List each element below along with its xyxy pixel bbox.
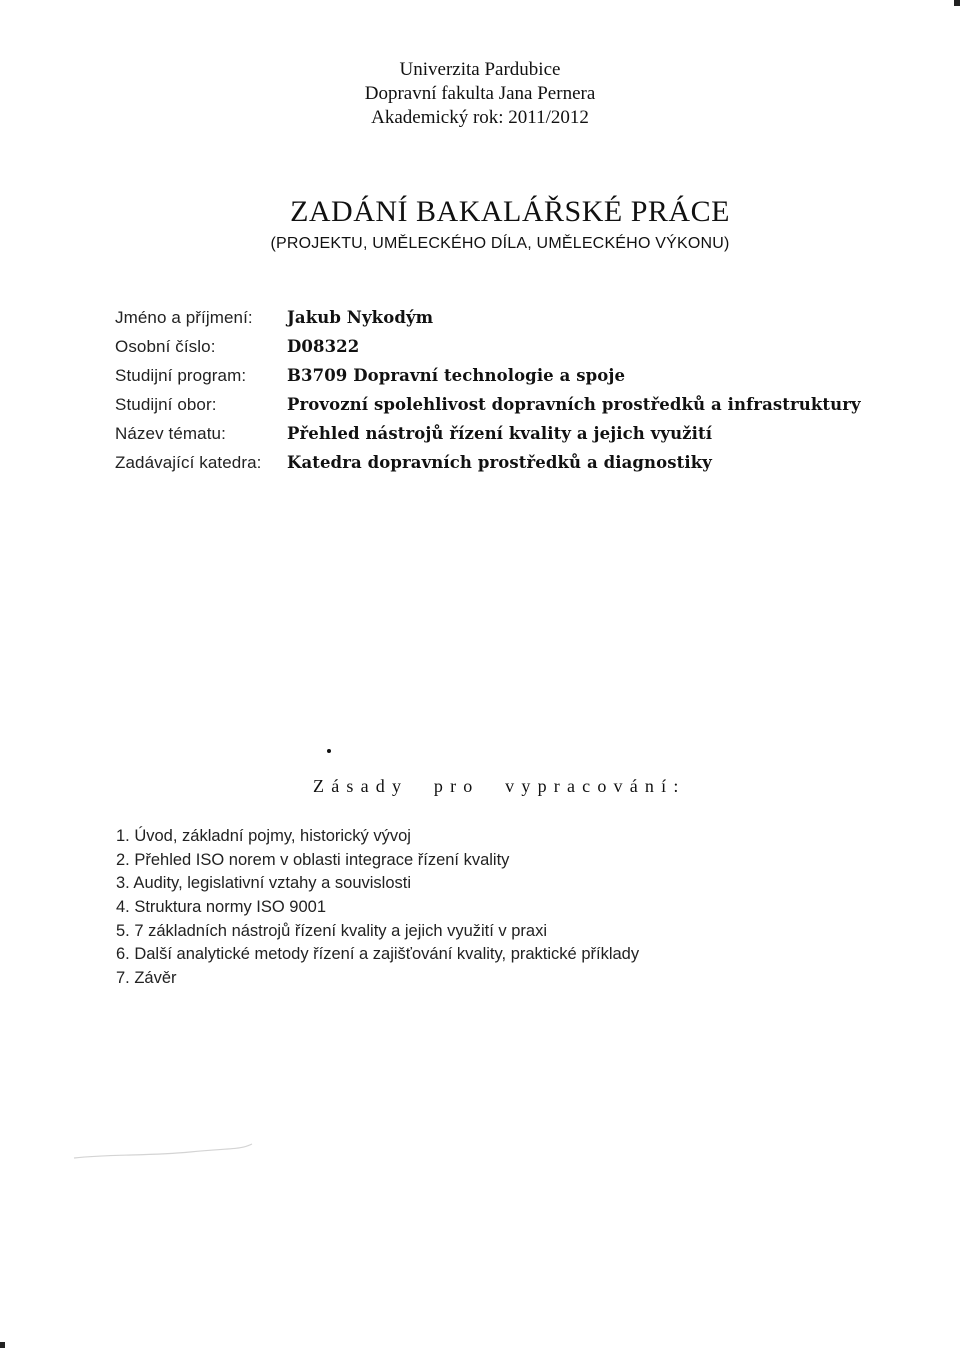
document-header: [0, 58, 960, 130]
list-item: 1. Úvod, základní pojmy, historický vývoj: [116, 827, 411, 845]
info-label: Zadávající katedra:: [115, 453, 262, 472]
student-info-table: [115, 308, 915, 482]
principles-heading: Zásady pro vypracování:: [313, 776, 686, 796]
list-item: 6. Další analytické metody řízení a zajišťování kvality, praktické příklady: [116, 945, 640, 964]
info-label: Jméno a příjmení:: [115, 308, 253, 327]
scan-dot: [327, 749, 331, 753]
university-name: Univerzita Pardubice: [399, 59, 561, 80]
scan-corner-mark: [954, 0, 960, 6]
list-item: 3. Audity, legislativní vztahy a souvislosti: [116, 874, 412, 893]
info-row-personal-number: [115, 337, 915, 366]
faint-pencil-mark: [70, 1140, 260, 1170]
faculty-name: Dopravní fakulta Jana Pernera: [364, 83, 596, 104]
info-value: B3709 Dopravní technologie a spoje: [287, 366, 626, 385]
list-item: 7. Závěr: [116, 969, 177, 988]
academic-year: Akademický rok: 2011/2012: [371, 107, 589, 128]
info-value: Provozní spolehlivost dopravních prostředků a infrastruktury: [287, 395, 861, 414]
info-row-topic: [115, 424, 915, 453]
info-label: Název tématu:: [115, 424, 226, 443]
list-item: 5. 7 základních nástrojů řízení kvality a jejich využití v praxi: [116, 921, 548, 940]
info-label: Osobní číslo:: [115, 337, 216, 356]
document-title: ZADÁNÍ BAKALÁŘSKÉ PRÁCE: [290, 195, 730, 228]
list-item: 2. Přehled ISO norem v oblasti integrace řízení kvality: [116, 850, 510, 869]
document-subtitle: (PROJEKTU, UMĚLECKÉHO DÍLA, UMĚLECKÉHO VÝKONU): [270, 235, 730, 252]
info-row-department: [115, 453, 915, 482]
info-value: Jakub Nykodým: [287, 308, 434, 327]
scan-corner-mark: [0, 1342, 5, 1348]
info-row-name: [115, 308, 915, 337]
info-value: Přehled nástrojů řízení kvality a jejich využití: [287, 424, 713, 443]
info-value: D08322: [287, 337, 360, 356]
list-item: 4. Struktura normy ISO 9001: [116, 898, 327, 917]
info-label: Studijní obor:: [115, 395, 217, 414]
info-row-study-field: [115, 395, 915, 424]
info-value: Katedra dopravních prostředků a diagnostiky: [287, 453, 712, 472]
principles-list: [116, 825, 639, 991]
info-row-study-program: [115, 366, 915, 395]
info-label: Studijní program:: [115, 366, 247, 385]
